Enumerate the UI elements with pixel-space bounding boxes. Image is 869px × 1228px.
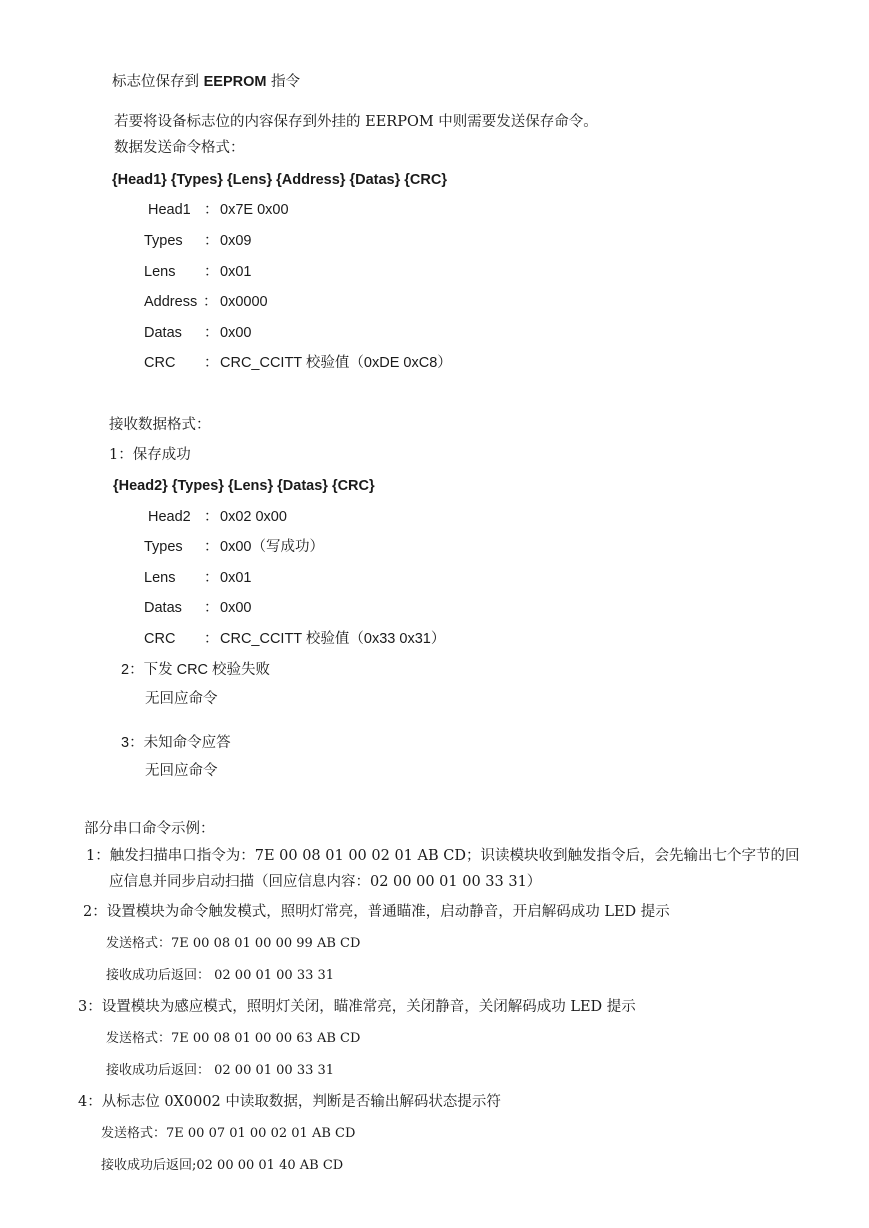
recv-field-sep: ： [204,600,219,616]
send-field-value: 0x09 [220,233,252,249]
send-field-key: Types [144,233,183,249]
recv-field-value: 0x00（写成功） [220,539,324,555]
send-field-value: 0x7E 0x00 [220,202,289,218]
section-title-eeprom: EEPROM [203,74,267,90]
send-field-key: Address [144,294,198,310]
recv-format-label: 接收数据格式： [109,417,211,433]
example-1-line-2: 应信息并同步启动扫描（回应信息内容：02 00 00 01 00 33 31） [109,874,542,890]
recv-format: {Head2} {Types} {Lens} {Datas} {CRC} [113,478,375,494]
section-title [112,72,300,92]
send-format-label: 数据发送命令格式： [114,140,245,156]
send-field-sep: ： [204,264,219,280]
case-2-detail: 无回应命令 [145,691,218,707]
send-field-key: Lens [144,264,176,280]
send-field-key: CRC [144,355,176,371]
recv-field-value: CRC_CCITT 校验值（0x33 0x31） [220,631,446,647]
send-field-sep: ： [204,355,219,371]
recv-field-key: Types [144,539,183,555]
example-4-receive: 接收成功后返回;02 00 00 01 40 AB CD [101,1158,344,1173]
section-title-suffix: 指令 [266,74,301,90]
recv-field-value: 0x00 [220,600,252,616]
example-4-send: 发送格式：7E 00 07 01 00 02 01 AB CD [101,1126,356,1141]
example-3-send: 发送格式：7E 00 08 01 00 00 63 AB CD [106,1031,361,1046]
send-format: {Head1} {Types} {Lens} {Address} {Datas} {CRC} [112,172,447,188]
example-3-title: 3：设置模块为感应模式，照明灯关闭，瞄准常亮，关闭静音，关闭解码成功 LED 提示 [78,999,636,1015]
recv-field-key: Lens [144,570,176,586]
case-3-detail: 无回应命令 [145,763,218,779]
recv-field-sep: ： [204,631,219,647]
section-title-prefix: 标志位保存到 [112,74,204,90]
send-field-key: Datas [144,325,182,341]
examples-title: 部分串口命令示例： [84,821,215,837]
example-2-title: 2：设置模块为命令触发模式，照明灯常亮，普通瞄准，启动静音，开启解码成功 LED 提示 [83,904,670,920]
send-field-value: 0x0000 [220,294,268,310]
recv-field-sep: ： [204,539,219,555]
recv-field-sep: ： [204,570,219,586]
send-field-value: CRC_CCITT 校验值（0xDE 0xC8） [220,355,452,371]
case-3-label: 3：未知命令应答 [121,735,231,751]
send-field-value: 0x00 [220,325,252,341]
send-field-sep: ： [204,233,219,249]
recv-field-key: Datas [144,600,182,616]
intro-text: 若要将设备标志位的内容保存到外挂的 EERPOM 中则需要发送保存命令。 [114,114,598,130]
example-3-receive: 接收成功后返回： 02 00 01 00 33 31 [106,1063,335,1078]
send-field-sep: ： [204,325,219,341]
recv-field-value: 0x01 [220,570,252,586]
recv-field-sep: ： [204,509,219,525]
example-1-line-1: 1：触发扫描串口指令为：7E 00 08 01 00 02 01 AB CD；识读模块收到触发指令后，会先输出七个字节的回 [86,848,800,864]
recv-field-key: CRC [144,631,176,647]
send-field-value: 0x01 [220,264,252,280]
example-2-receive: 接收成功后返回： 02 00 01 00 33 31 [106,968,335,983]
case-2-label: 2：下发 CRC 校验失败 [121,662,271,678]
example-2-send: 发送格式：7E 00 08 01 00 00 99 AB CD [106,936,361,951]
send-field-key: Head1 [148,202,191,218]
send-field-sep: ： [203,294,218,310]
recv-field-value: 0x02 0x00 [220,509,287,525]
send-field-sep: ： [204,202,219,218]
case-1-label: 1：保存成功 [109,447,191,463]
recv-field-key: Head2 [148,509,191,525]
example-4-title: 4：从标志位 0X0002 中读取数据，判断是否输出解码状态提示符 [78,1094,501,1110]
